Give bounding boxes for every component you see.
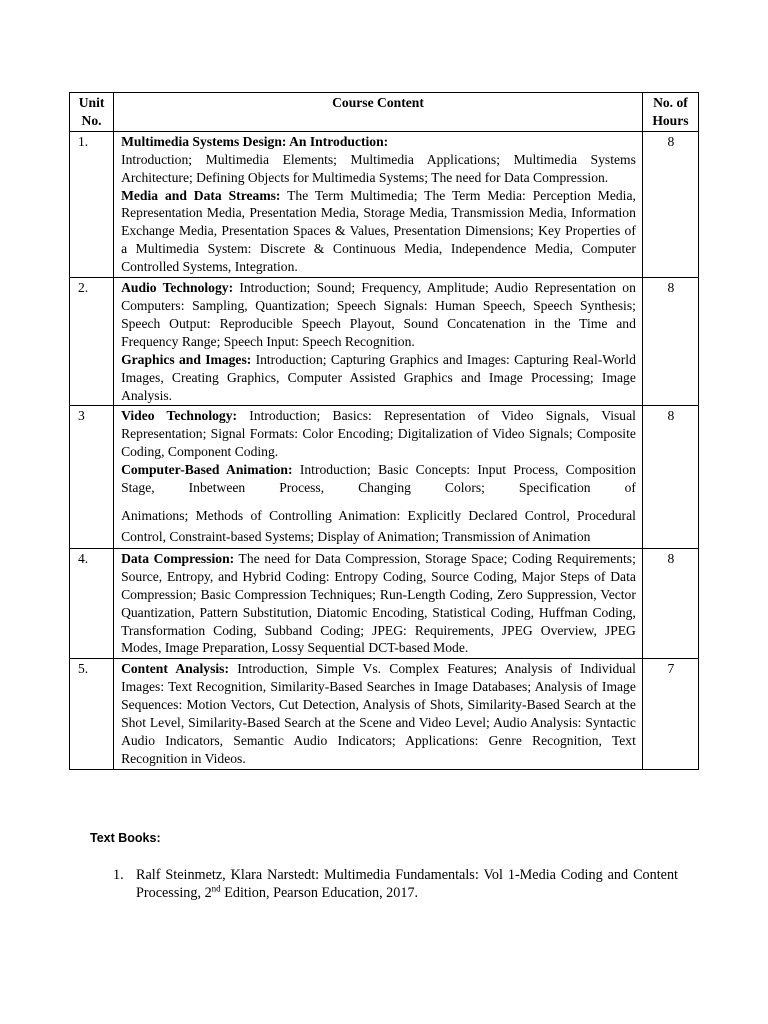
topic-paragraph xyxy=(121,660,636,767)
subtopic-title: Media and Data Streams: xyxy=(121,187,281,203)
subtopic-text: The Term Multimedia; The Term Media: Perception Media, Representation Media, Presentation Media, Storage Media, Transmission Media, Information Exchange Media, Presentation Spaces & Values, Presentation Dimensions; Key Properties of a Multimedia System: Discrete & Continuous Media, Independence Media, Computer Controlled Systems, Integration. xyxy=(121,187,636,275)
topic-title: Data Compression: xyxy=(121,550,235,566)
unit-number: 3 xyxy=(70,406,114,549)
table-row xyxy=(70,406,699,549)
topic-text: The need for Data Compression, Storage Space; Coding Requirements; Source, Entropy, and Hybrid Coding: Entropy Coding, Source Coding, Major Steps of Data Compression; Basic Compression Techniques; Run-Length Coding, Zero Suppression, Vector Quantization, Pattern Substitution, Diatomic Encoding, Statistical Coding, Huffman Coding, Transformation Coding, Subband Coding; JPEG: Requirements, JPEG Overview, JPEG Modes, Image Preparation, Lossy Sequential DCT-based Mode. xyxy=(121,550,636,656)
list-item xyxy=(113,866,678,902)
subtopic-paragraph xyxy=(121,351,636,405)
course-content-cell xyxy=(114,406,643,549)
hours-value: 8 xyxy=(642,131,698,277)
hours-value: 8 xyxy=(642,548,698,658)
subtopic-continuation: Animations; Methods of Controlling Animation: Explicitly Declared Control, Procedural Control, Constraint-based Systems; Display of Animation; Transmission of Animation xyxy=(121,507,636,544)
subtopic-paragraph xyxy=(121,461,636,497)
table-row xyxy=(70,131,699,277)
header-course-content: Course Content xyxy=(114,93,643,132)
hours-value: 7 xyxy=(642,659,698,769)
course-content-cell xyxy=(114,278,643,406)
table-row xyxy=(70,659,699,769)
header-unit-line1: Unit xyxy=(78,95,105,110)
book-citation-end: Edition, Pearson Education, 2017. xyxy=(220,885,419,901)
course-content-cell xyxy=(114,659,643,769)
table-row xyxy=(70,548,699,658)
topic-paragraph xyxy=(121,279,636,351)
unit-number: 2. xyxy=(70,278,114,406)
unit-number: 4. xyxy=(70,548,114,658)
subtopic-title: Graphics and Images: xyxy=(121,351,252,367)
topic-paragraph xyxy=(121,550,636,657)
unit-number: 5. xyxy=(70,659,114,769)
header-unit-line2: No. xyxy=(81,112,102,128)
header-unit-no xyxy=(70,93,114,132)
text-books-list xyxy=(113,866,678,902)
subtopic-paragraph xyxy=(121,187,636,277)
subtopic-text: Introduction; Basic Concepts: Input Process, Composition Stage, Inbetween Process, Changing Colors; Specification of xyxy=(121,462,636,496)
table-header-row xyxy=(70,93,699,132)
subtopic-title: Computer-Based Animation: xyxy=(121,462,293,478)
list-item-number: 1. xyxy=(113,867,124,883)
header-hours-line2: Hours xyxy=(652,112,689,128)
topic-title: Multimedia Systems Design: An Introduction: xyxy=(121,133,389,149)
course-content-cell xyxy=(114,131,643,277)
unit-number: 1. xyxy=(70,131,114,277)
hours-value: 8 xyxy=(642,406,698,549)
hours-value: 8 xyxy=(642,278,698,406)
header-hours xyxy=(642,93,698,132)
topic-title: Audio Technology: xyxy=(121,280,234,296)
topic-text: Introduction, Simple Vs. Complex Features; Analysis of Individual Images: Text Recognition, Similarity-Based Searches in Image Databases; Analysis of Image Sequences: Motion Vectors, Cut Detection, Analysis of Shots, Similarity-Based Search at the Shot Level, Similarity-Based Search at the Scene and Video Level; Audio Analysis: Syntactic Audio Indicators, Semantic Audio Indicators; Applications: Genre Recognition, Text Recognition in Videos. xyxy=(121,661,636,766)
topic-text: Introduction; Multimedia Elements; Multimedia Applications; Multimedia Systems Architecture; Defining Objects for Multimedia Systems; The need for Data Compression. xyxy=(121,151,636,185)
table-row xyxy=(70,278,699,406)
course-content-table xyxy=(69,92,699,770)
topic-title: Content Analysis: xyxy=(121,661,229,677)
edition-superscript: nd xyxy=(211,883,221,894)
header-hours-line1: No. of xyxy=(653,95,688,110)
course-content-cell xyxy=(114,548,643,658)
topic-paragraph xyxy=(121,407,636,461)
topic-text: Introduction; Sound; Frequency, Amplitude; Audio Representation on Computers: Sampling, Quantization; Speech Signals: Human Speech, Speech Synthesis; Speech Output: Reproducible Speech Playout, Sound Concatenation in the Time and Frequency Range; Speech Input: Speech Recognition. xyxy=(121,280,636,349)
topic-text: Introduction; Basics: Representation of Video Signals, Visual Representation; Signal Formats: Color Encoding; Digitalization of Video Signals; Composite Coding, Component Coding. xyxy=(121,408,636,460)
book-citation-start: Ralf Steinmetz, Klara Narstedt: Multimedia Fundamentals: Vol 1-Media Coding and Content Processing, 2 xyxy=(136,867,678,901)
topic-title: Video Technology: xyxy=(121,408,238,424)
text-books-heading: Text Books: xyxy=(90,831,161,845)
subtopic-text: Introduction; Capturing Graphics and Images: Capturing Real-World Images, Creating Graphics, Computer Assisted Graphics and Image Processing; Image Analysis. xyxy=(121,351,636,403)
